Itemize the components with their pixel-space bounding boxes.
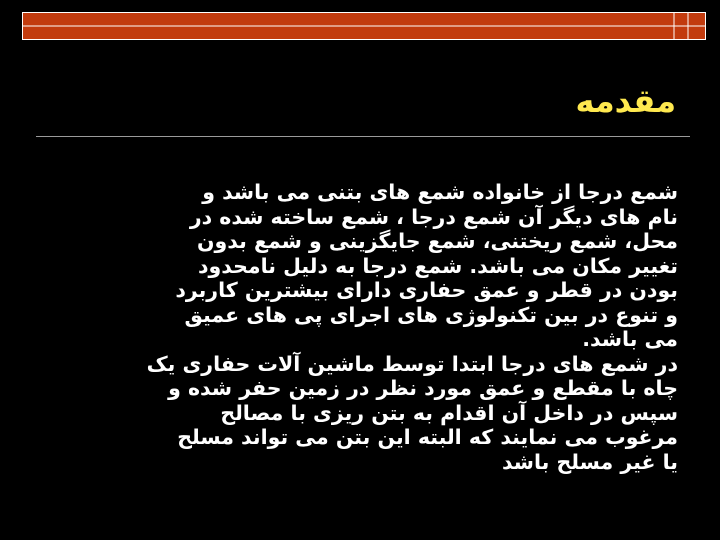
paragraph-line: تغییر مکان می باشد. شمع درجا به دلیل نامحدود [198,253,678,278]
paragraph-line: محل، شمع ریختنی، شمع جایگزینی و شمع بدون [197,229,678,253]
slide-title: مقدمه [575,82,676,120]
paragraph-line: سپس در داخل آن اقدام به بتن ریزی با مصالح [220,400,678,425]
paragraph-line: یا غیر مسلح باشد [501,449,678,474]
paragraph-line: شمع درجا از خانواده شمع های بتنی می باشد و [202,180,678,204]
paragraph-line: و تنوع در بین تکنولوژی های اجرای پی های عمیق [184,302,678,327]
title-divider [36,136,690,137]
paragraph-line: بودن در قطر و عمق حفاری دارای بیشترین کاربرد [175,278,678,302]
paragraph-line: نام های دیگر آن شمع درجا ، شمع ساخته شده در [189,204,678,229]
paragraph-line: می باشد. [582,327,678,351]
slide-body [44,180,678,474]
header-banner [22,12,706,40]
paragraph-line: مرغوب می نمایند که البته این بتن می تواند مسلح [177,425,678,449]
banner-graphic [22,12,706,40]
paragraph-line: در شمع های درجا ابتدا توسط ماشین آلات حفاری یک [146,351,678,376]
paragraph-line: چاه با مقطع و عمق مورد نظر در زمین حفر شده و [168,376,678,400]
paragraph-process [44,352,678,475]
paragraph-intro [44,180,678,352]
